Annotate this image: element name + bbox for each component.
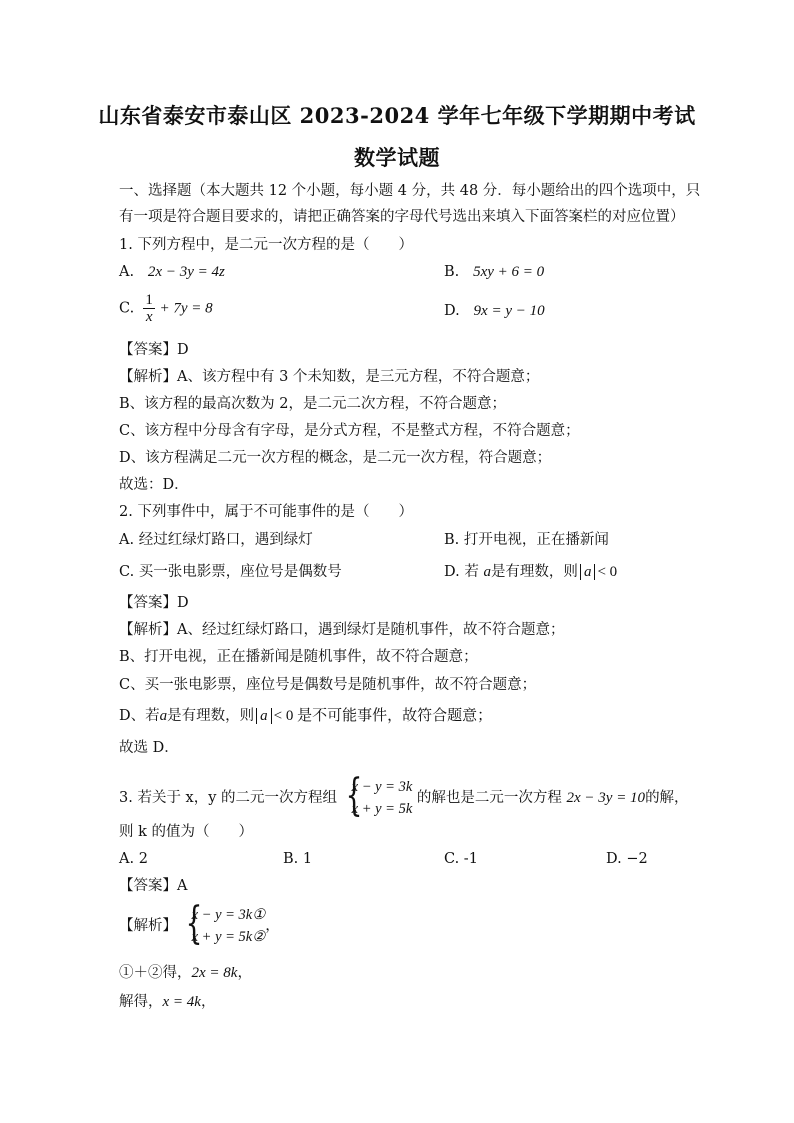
q1-option-b-label: B. bbox=[444, 264, 460, 280]
q3-step1 bbox=[119, 963, 252, 983]
q1-explanation-line1 bbox=[119, 367, 539, 387]
q3-step2-post: ， bbox=[200, 994, 216, 1010]
q3-stem-pre: 3. 若关于 x，y 的二元一次方程组 bbox=[119, 790, 338, 806]
q2-explanation-d-var: a bbox=[159, 708, 168, 724]
q2-answer: 【答案】D bbox=[119, 595, 189, 611]
q2-explanation-d bbox=[119, 706, 492, 726]
q2-explanation-tag: 【解析】 bbox=[119, 622, 177, 638]
q1-explanation-b: B、该方程的最高次数为 2，是二元二次方程，不符合题意； bbox=[119, 396, 506, 412]
q2-explanation-line1 bbox=[119, 620, 564, 640]
q3-system-row2: x + y = 5k bbox=[351, 801, 413, 817]
q2-option-c: C. 买一张电影票，座位号是偶数号 bbox=[119, 564, 342, 580]
q1-explanation-tag: 【解析】 bbox=[119, 369, 177, 385]
q3-explanation-row1: x − y = 3k① bbox=[191, 907, 266, 923]
q3-stem-post: 的解， bbox=[645, 790, 689, 806]
q3-step2-pre: 解得， bbox=[119, 994, 163, 1010]
q3-explanation-system bbox=[182, 898, 266, 949]
q2-explanation-a: A、经过红绿灯路口，遇到绿灯是随机事件，故不符合题意； bbox=[177, 622, 565, 638]
q1-option-a-label: A. bbox=[119, 264, 135, 280]
q2-option-d bbox=[444, 562, 617, 582]
q3-brace-icon: { bbox=[345, 770, 363, 821]
q1-option-c-denominator: x bbox=[145, 309, 153, 325]
q3-answer: 【答案】A bbox=[119, 878, 188, 894]
q3-stem-equation: 2x − 3y = 10 bbox=[566, 790, 646, 806]
q3-option-c: C. -1 bbox=[444, 851, 478, 867]
q3-step1-pre: ①＋②得， bbox=[119, 965, 192, 981]
q3-explanation-system-line bbox=[119, 898, 280, 949]
q1-option-c-label: C. bbox=[119, 300, 135, 317]
document-subtitle: 数学试题 bbox=[354, 145, 440, 170]
q2-option-d-pre: D. 若 bbox=[444, 564, 479, 580]
q2-conclusion: 故选 D． bbox=[119, 740, 179, 756]
q1-explanation-d: D、该方程满足二元一次方程的概念，是二元一次方程，符合题意； bbox=[119, 450, 552, 466]
q1-conclusion: 故选：D． bbox=[119, 477, 189, 493]
q2-option-d-var: a bbox=[483, 564, 491, 580]
q1-option-a-expr: 2x − 3y = 4z bbox=[147, 264, 225, 280]
q1-option-d-label: D. bbox=[444, 303, 460, 319]
q3-equation-system bbox=[342, 770, 413, 821]
q1-option-c bbox=[119, 292, 213, 325]
q1-explanation-c: C、该方程中分母含有字母，是分式方程，不是整式方程，不符合题意； bbox=[119, 423, 580, 439]
q2-option-d-post: < 0 bbox=[597, 564, 618, 580]
q2-option-b: B. 打开电视，正在播新闻 bbox=[444, 532, 609, 548]
q2-explanation-d-post: < 0 是不可能事件，故符合题意； bbox=[273, 708, 493, 724]
q3-stem-mid: 的解也是二元一次方程 bbox=[416, 790, 562, 806]
q1-option-c-rest: + 7y = 8 bbox=[159, 300, 213, 317]
q3-explanation-tail: ， bbox=[265, 918, 280, 934]
q3-step2 bbox=[119, 992, 215, 1012]
q1-option-a bbox=[119, 262, 225, 282]
q2-explanation-d-pre: D、若 bbox=[119, 708, 160, 724]
q1-option-b bbox=[444, 262, 544, 282]
q1-option-d-expr: 9x = y − 10 bbox=[473, 303, 545, 319]
q3-step1-eq: 2x = 8k bbox=[191, 965, 238, 981]
q2-explanation-d-abs: a bbox=[256, 708, 272, 724]
q3-option-d: D. −2 bbox=[606, 851, 648, 867]
q1-stem: 1. 下列方程中，是二元一次方程的是（ ） bbox=[119, 237, 413, 253]
q1-option-b-expr: 5xy + 6 = 0 bbox=[473, 264, 545, 280]
q1-option-d bbox=[444, 301, 545, 321]
q2-explanation-c: C、买一张电影票，座位号是偶数号是随机事件，故不符合题意； bbox=[119, 677, 537, 693]
q3-option-b: B. 1 bbox=[283, 851, 313, 867]
q3-stem-line2: 则 k 的值为（ ） bbox=[119, 824, 254, 840]
q3-explanation-row2: x + y = 5k② bbox=[191, 929, 266, 945]
q3-stem-line1 bbox=[119, 770, 689, 821]
q3-step2-eq: x = 4k bbox=[162, 994, 201, 1010]
q2-explanation-b: B、打开电视，正在播新闻是随机事件，故不符合题意； bbox=[119, 649, 478, 665]
q2-option-a: A. 经过红绿灯路口，遇到绿灯 bbox=[119, 532, 313, 548]
q1-explanation-a: A、该方程中有 3 个未知数，是三元方程，不符合题意； bbox=[177, 369, 540, 385]
section-instructions-line1: 一、选择题（本大题共 12 个小题，每小题 4 分，共 48 分．每小题给出的四个选项中，只 bbox=[119, 183, 701, 199]
q1-option-c-fraction bbox=[143, 292, 155, 325]
q3-explanation-tag: 【解析】 bbox=[119, 918, 177, 934]
q2-option-d-abs: a bbox=[580, 564, 596, 580]
q3-system-row1: x − y = 3k bbox=[351, 779, 413, 795]
q1-option-c-numerator: 1 bbox=[145, 292, 153, 308]
q3-option-a: A. 2 bbox=[119, 851, 148, 867]
q3-explanation-brace-icon: { bbox=[185, 898, 203, 949]
q2-option-d-mid: 是有理数，则 bbox=[490, 564, 578, 580]
q2-explanation-d-mid: 是有理数，则 bbox=[167, 708, 255, 724]
section-instructions-line2: 有一项是符合题目要求的，请把正确答案的字母代号选出来填入下面答案栏的对应位置） bbox=[119, 209, 685, 225]
document-title: 山东省泰安市泰山区 2023-2024 学年七年级下学期期中考试 bbox=[98, 103, 696, 128]
q2-stem: 2. 下列事件中，属于不可能事件的是（ ） bbox=[119, 504, 413, 520]
q1-answer: 【答案】D bbox=[119, 342, 189, 358]
q3-step1-post: ， bbox=[237, 965, 252, 981]
